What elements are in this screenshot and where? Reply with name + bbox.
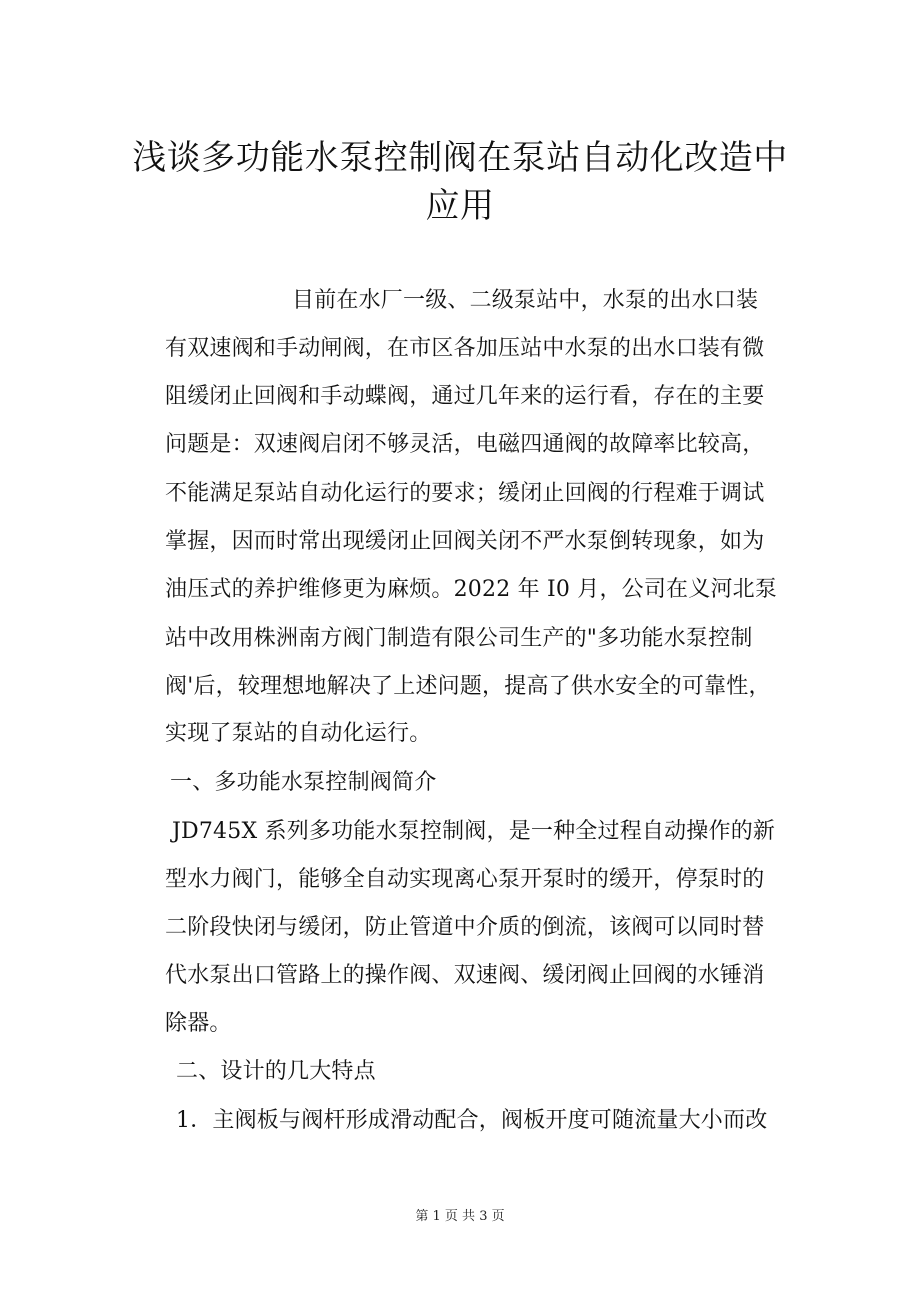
paragraph-1-line-5: 不能满足泵站自动化运行的要求；缓闭止回阀的行程难于调试: [165, 481, 765, 506]
section-heading-features: 二、设计的几大特点: [176, 1059, 376, 1084]
paragraph-1-line-1: 目前在水厂一级、二级泵站中，水泵的出水口装: [292, 288, 759, 313]
title-line-2: 应用: [425, 186, 495, 226]
paragraph-2-line-1: JD745X 系列多功能水泵控制阀，是一种全过程自动操作的新: [172, 819, 776, 844]
paragraph-1-line-6: 掌握，因而时常出现缓闭止回阀关闭不严水泵倒转现象，如为: [165, 529, 765, 554]
section-heading-intro: 一、多功能水泵控制阀简介: [170, 770, 437, 795]
paragraph-1-line-10: 实现了泵站的自动化运行。: [165, 721, 432, 746]
title-line-1: 浅谈多功能水泵控制阀在泵站自动化改造中: [132, 138, 788, 178]
paragraph-1-line-4: 问题是：双速阀启闭不够灵活，电磁四通阀的故障率比较高，: [165, 432, 765, 457]
paragraph-2-line-5: 除器。: [165, 1011, 232, 1036]
paragraph-1-line-9: 阀'后，较理想地解决了上述问题，提高了供水安全的可靠性，: [165, 674, 771, 699]
paragraph-2-line-3: 二阶段快闭与缓闭，防止管道中介质的倒流，该阀可以同时替: [165, 915, 765, 940]
paragraph-1-line-8: 站中改用株洲南方阀门制造有限公司生产的"多功能水泵控制: [165, 626, 753, 651]
page-footer: 第 1 页 共 3 页: [415, 1209, 505, 1224]
paragraph-2-line-2: 型水力阀门，能够全自动实现离心泵开泵时的缓开，停泵时的: [165, 867, 765, 892]
paragraph-2-line-4: 代水泵出口管路上的操作阀、双速阀、缓闭阀止回阀的水锤消: [165, 963, 765, 988]
paragraph-1-line-7: 油压式的养护维修更为麻烦。2022 年 I0 月，公司在义河北泵: [165, 577, 778, 602]
paragraph-1-line-3: 阻缓闭止回阀和手动蝶阀，通过几年来的运行看，存在的主要: [165, 384, 765, 409]
feature-item-1: 1．主阀板与阀杆形成滑动配合，阀板开度可随流量大小而改: [176, 1108, 768, 1133]
document-title: [110, 134, 810, 230]
paragraph-1-line-2: 有双速阀和手动闸阀，在市区各加压站中水泵的出水口装有微: [165, 336, 765, 361]
